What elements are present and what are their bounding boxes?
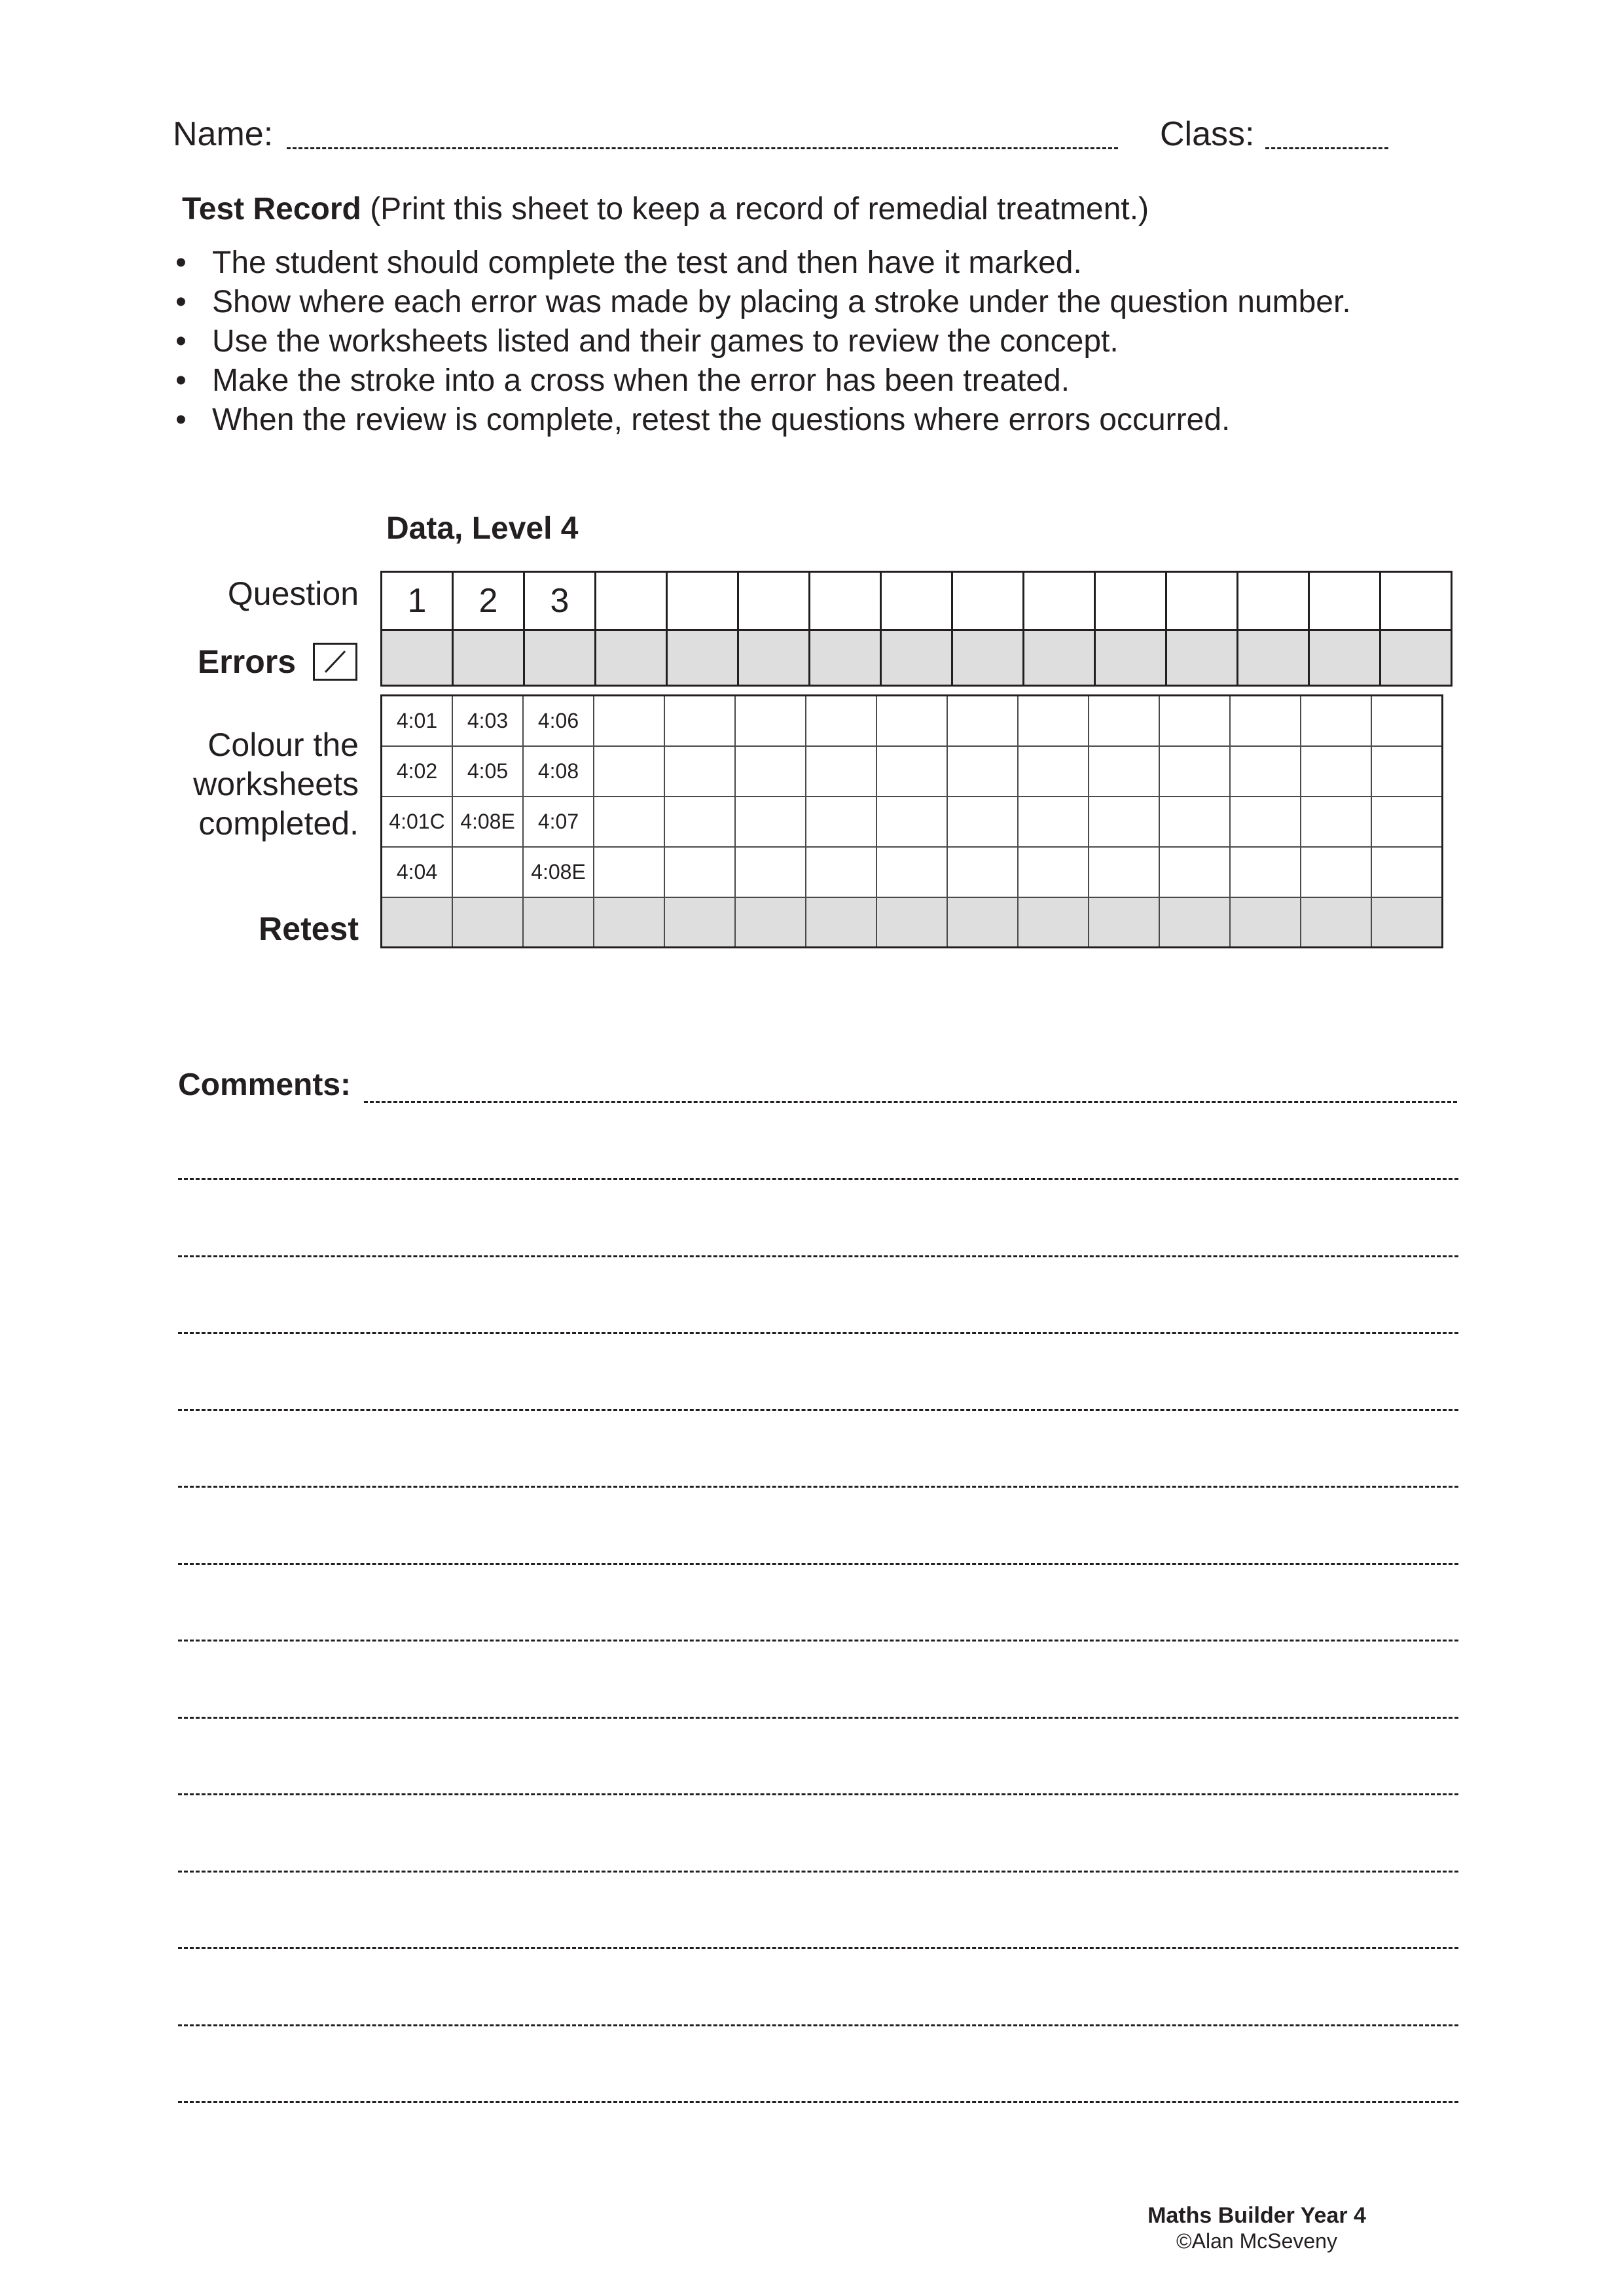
worksheet-cell[interactable] xyxy=(1301,847,1371,897)
worksheet-cell[interactable] xyxy=(1371,797,1443,847)
bullet-glyph: • xyxy=(175,285,187,319)
question-cell xyxy=(1238,572,1309,630)
worksheet-cell[interactable] xyxy=(1230,797,1301,847)
worksheet-row xyxy=(382,746,1443,797)
footer-title: Maths Builder Year 4 xyxy=(1147,2203,1366,2228)
error-cell[interactable] xyxy=(1238,630,1309,686)
comment-line[interactable] xyxy=(178,1486,1458,1488)
error-cell[interactable] xyxy=(952,630,1024,686)
worksheet-cell[interactable] xyxy=(947,797,1018,847)
test-record-subtitle: (Print this sheet to keep a record of remedial treatment.) xyxy=(370,192,1149,226)
comment-line[interactable] xyxy=(178,1871,1458,1873)
retest-cell[interactable] xyxy=(1018,897,1089,948)
worksheet-row xyxy=(382,847,1443,897)
worksheet-cell[interactable] xyxy=(1230,847,1301,897)
worksheet-cell[interactable] xyxy=(664,797,735,847)
worksheet-cell[interactable]: 4:02 xyxy=(382,746,453,797)
instruction-item xyxy=(175,243,1351,283)
retest-row xyxy=(382,897,1443,948)
retest-cell[interactable] xyxy=(664,897,735,948)
worksheet-cell[interactable] xyxy=(1371,746,1443,797)
comments-first-line[interactable] xyxy=(364,1101,1457,1103)
question-cell xyxy=(667,572,738,630)
worksheet-cell[interactable] xyxy=(876,696,947,747)
colour-label-line: completed. xyxy=(198,805,359,842)
worksheet-cell[interactable] xyxy=(806,696,876,747)
worksheet-cell[interactable] xyxy=(876,847,947,897)
colour-label-line: worksheets xyxy=(193,766,359,802)
worksheet-cell[interactable] xyxy=(1301,797,1371,847)
retest-cell[interactable] xyxy=(1230,897,1301,948)
question-cell xyxy=(1166,572,1238,630)
comments-label: Comments: xyxy=(178,1067,352,1102)
comment-line[interactable] xyxy=(178,1793,1458,1795)
worksheet-cell[interactable] xyxy=(1159,696,1230,747)
instruction-text: Show where each error was made by placing a stroke under the question number. xyxy=(212,285,1351,319)
worksheet-cell[interactable] xyxy=(947,696,1018,747)
error-cell[interactable] xyxy=(1166,630,1238,686)
question-cell xyxy=(596,572,667,630)
worksheet-cell[interactable] xyxy=(594,797,664,847)
worksheet-cell[interactable] xyxy=(735,797,806,847)
retest-cell[interactable] xyxy=(1371,897,1443,948)
worksheet-cell[interactable]: 4:01C xyxy=(382,797,453,847)
worksheet-cell[interactable] xyxy=(1089,746,1159,797)
bullet-glyph: • xyxy=(175,245,187,280)
errors-row xyxy=(382,630,1452,686)
question-cell xyxy=(738,572,810,630)
worksheet-cell[interactable] xyxy=(1159,797,1230,847)
worksheet-cell[interactable] xyxy=(1018,847,1089,897)
instruction-text: Use the worksheets listed and their games to review the concept. xyxy=(212,324,1119,359)
worksheet-cell[interactable]: 4:08E xyxy=(452,797,523,847)
worksheet-cell[interactable]: 4:08 xyxy=(523,746,594,797)
worksheet-cell[interactable] xyxy=(1018,696,1089,747)
worksheet-cell[interactable]: 4:03 xyxy=(452,696,523,747)
worksheet-cell[interactable] xyxy=(947,746,1018,797)
name-label: Name: xyxy=(173,115,274,153)
test-record-title: Test Record xyxy=(182,192,361,226)
worksheet-cell[interactable] xyxy=(1230,746,1301,797)
worksheet-cell[interactable] xyxy=(594,696,664,747)
worksheet-cell[interactable] xyxy=(1089,696,1159,747)
error-cell[interactable] xyxy=(1024,630,1095,686)
worksheet-cell[interactable] xyxy=(806,847,876,897)
worksheet-cell[interactable] xyxy=(664,746,735,797)
worksheet-cell[interactable]: 4:01 xyxy=(382,696,453,747)
worksheet-cell[interactable]: 4:04 xyxy=(382,847,453,897)
retest-cell[interactable] xyxy=(806,897,876,948)
class-label: Class: xyxy=(1160,115,1255,153)
error-cell[interactable] xyxy=(453,630,524,686)
error-cell[interactable] xyxy=(881,630,952,686)
error-cell[interactable] xyxy=(1380,630,1452,686)
question-cell xyxy=(1095,572,1166,630)
stroke-glyph xyxy=(315,645,355,679)
retest-cell[interactable] xyxy=(1159,897,1230,948)
worksheet-cell[interactable] xyxy=(1089,797,1159,847)
worksheet-cell[interactable] xyxy=(1301,746,1371,797)
worksheet-cell[interactable] xyxy=(664,696,735,747)
retest-row-label: Retest xyxy=(259,910,359,947)
error-cell[interactable] xyxy=(596,630,667,686)
comment-line[interactable] xyxy=(178,1255,1458,1257)
question-cell xyxy=(1309,572,1380,630)
retest-cell[interactable] xyxy=(523,897,594,948)
bullet-glyph: • xyxy=(175,324,187,359)
colour-label-line: Colour the xyxy=(208,726,359,763)
worksheet-cell[interactable]: 4:05 xyxy=(452,746,523,797)
bullet-glyph: • xyxy=(175,363,187,398)
retest-cell[interactable] xyxy=(1089,897,1159,948)
error-cell[interactable] xyxy=(810,630,881,686)
error-cell[interactable] xyxy=(1095,630,1166,686)
class-blank-line[interactable] xyxy=(1265,147,1388,149)
error-cell[interactable] xyxy=(524,630,596,686)
comment-line[interactable] xyxy=(178,1332,1458,1334)
worksheet-cell[interactable] xyxy=(1159,847,1230,897)
comment-line[interactable] xyxy=(178,2101,1458,2103)
error-cell[interactable] xyxy=(738,630,810,686)
retest-cell[interactable] xyxy=(382,897,453,948)
worksheet-cell[interactable] xyxy=(876,746,947,797)
worksheet-cell[interactable] xyxy=(1018,746,1089,797)
instruction-item xyxy=(175,401,1351,440)
comment-line[interactable] xyxy=(178,1947,1458,1949)
worksheet-cell[interactable] xyxy=(1159,746,1230,797)
test-record-heading xyxy=(182,191,1149,227)
question-row xyxy=(382,572,1452,630)
question-cell xyxy=(881,572,952,630)
worksheet-cell[interactable] xyxy=(947,847,1018,897)
instruction-text: The student should complete the test and then have it marked. xyxy=(212,245,1082,280)
error-cell[interactable] xyxy=(667,630,738,686)
question-cell xyxy=(952,572,1024,630)
worksheet-cell[interactable] xyxy=(452,847,523,897)
retest-cell[interactable] xyxy=(735,897,806,948)
retest-cell[interactable] xyxy=(1301,897,1371,948)
instruction-text: When the review is complete, retest the questions where errors occurred. xyxy=(212,403,1231,437)
question-errors-grid xyxy=(380,571,1453,687)
instruction-item xyxy=(175,322,1351,361)
question-cell: 2 xyxy=(453,572,524,630)
worksheet-cell[interactable] xyxy=(594,847,664,897)
worksheet-cell[interactable] xyxy=(806,746,876,797)
worksheet-cell[interactable] xyxy=(1018,797,1089,847)
worksheet-cell[interactable] xyxy=(1371,847,1443,897)
retest-cell[interactable] xyxy=(594,897,664,948)
worksheet-row xyxy=(382,696,1443,747)
error-cell[interactable] xyxy=(382,630,453,686)
instruction-text: Make the stroke into a cross when the error has been treated. xyxy=(212,363,1070,398)
comment-line[interactable] xyxy=(178,1717,1458,1719)
retest-cell[interactable] xyxy=(452,897,523,948)
section-title: Data, Level 4 xyxy=(386,511,579,546)
comment-line[interactable] xyxy=(178,1409,1458,1411)
worksheet-cell[interactable] xyxy=(1301,696,1371,747)
worksheet-cell[interactable]: 4:06 xyxy=(523,696,594,747)
retest-cell[interactable] xyxy=(876,897,947,948)
errors-row-label: Errors xyxy=(197,643,296,680)
question-cell xyxy=(1380,572,1452,630)
bullet-glyph: • xyxy=(175,403,187,437)
instruction-item xyxy=(175,283,1351,322)
comment-line[interactable] xyxy=(178,1178,1458,1180)
stroke-mark-icon xyxy=(313,643,357,681)
worksheet-cell[interactable]: 4:08E xyxy=(523,847,594,897)
question-cell xyxy=(1024,572,1095,630)
question-cell: 1 xyxy=(382,572,453,630)
worksheet-cell[interactable] xyxy=(1230,696,1301,747)
comment-line[interactable] xyxy=(178,1640,1458,1641)
worksheet-cell[interactable] xyxy=(664,847,735,897)
name-blank-line[interactable] xyxy=(287,147,1118,149)
worksheet-cell[interactable] xyxy=(735,746,806,797)
question-cell xyxy=(810,572,881,630)
worksheet-retest-grid xyxy=(380,694,1443,948)
retest-cell[interactable] xyxy=(947,897,1018,948)
question-row-label: Question xyxy=(227,575,359,612)
worksheet-cell[interactable] xyxy=(594,746,664,797)
worksheet-cell[interactable] xyxy=(735,847,806,897)
worksheet-cell[interactable] xyxy=(735,696,806,747)
worksheet-row xyxy=(382,797,1443,847)
comment-line[interactable] xyxy=(178,2024,1458,2026)
worksheet-cell[interactable] xyxy=(806,797,876,847)
worksheet-cell[interactable]: 4:07 xyxy=(523,797,594,847)
comment-line[interactable] xyxy=(178,1563,1458,1565)
worksheet-cell[interactable] xyxy=(1371,696,1443,747)
worksheet-cell[interactable] xyxy=(876,797,947,847)
worksheet-cell[interactable] xyxy=(1089,847,1159,897)
instruction-item xyxy=(175,361,1351,401)
footer-copyright: ©Alan McSeveny xyxy=(1176,2229,1337,2253)
error-cell[interactable] xyxy=(1309,630,1380,686)
question-cell: 3 xyxy=(524,572,596,630)
instructions-list xyxy=(175,243,1351,440)
colour-worksheets-label xyxy=(157,725,359,843)
